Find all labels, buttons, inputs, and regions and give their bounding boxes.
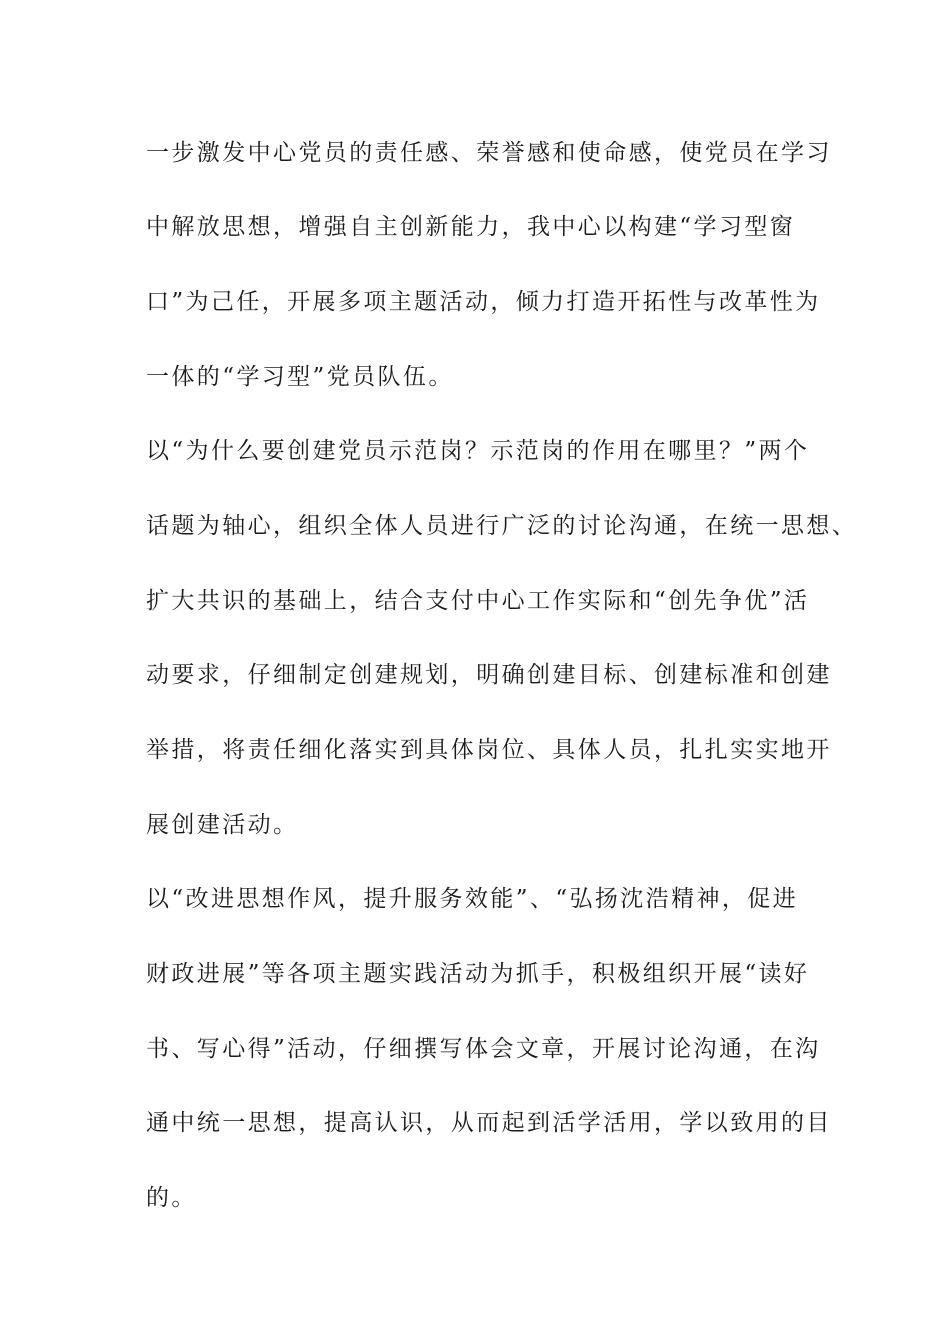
- text-line: 以“改进思想作风，提升服务效能”、“弘扬沈浩精神，促进: [146, 886, 799, 912]
- text-line: 通中统一思想，提高认识，从而起到活学活用，学以致用的目: [146, 1110, 832, 1136]
- text-line: 扩大共识的基础上，结合支付中心工作实际和“创先争优”活: [146, 588, 810, 614]
- text-line: 一体的“学习型”党员队伍。: [146, 364, 454, 390]
- text-line: 口”为己任，开展多项主题活动，倾力打造开拓性与改革性为: [146, 289, 821, 315]
- text-line: 中解放思想，增强自主创新能力，我中心以构建“学习型窗: [146, 214, 796, 240]
- text-line: 以“为什么要创建党员示范岗？示范岗的作用在哪里？”两个: [146, 438, 810, 464]
- text-line: 一步激发中心党员的责任感、荣誉感和使命感，使党员在学习: [146, 140, 832, 166]
- text-line: 话题为轴心，组织全体人员进行广泛的讨论沟通，在统一思想、: [146, 513, 858, 539]
- text-line: 展创建活动。: [146, 812, 299, 838]
- text-line: 的。: [146, 1185, 197, 1211]
- text-line: 动要求，仔细制定创建规划，明确创建目标、创建标准和创建: [146, 662, 832, 688]
- text-line: 财政进展”等各项主题实践活动为抓手，积极组织开展“读好: [146, 961, 810, 987]
- text-line: 书、写心得”活动，仔细撰写体会文章，开展讨论沟通，在沟: [146, 1036, 821, 1062]
- text-line: 举措，将责任细化落实到具体岗位、具体人员，扎扎实实地开: [146, 737, 832, 763]
